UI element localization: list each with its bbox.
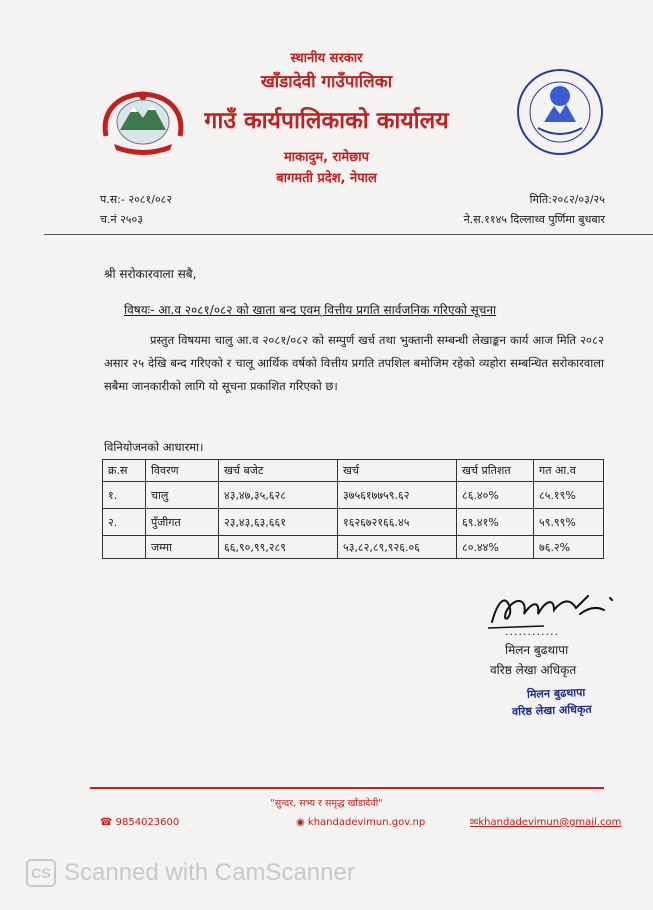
col-header-description: विवरण: [146, 460, 219, 482]
table-row: [103, 482, 604, 509]
footer-divider: [90, 787, 604, 789]
table-cell: ५९.९९%: [534, 509, 604, 536]
table-cell: ७६.२%: [534, 536, 604, 559]
stamp-signer-name: मिलन बुढथापा: [526, 685, 586, 702]
camscanner-logo-icon: CS: [26, 859, 56, 887]
letter-date: मिति:२०८२/०३/२५: [529, 193, 605, 206]
mail-icon: ✉: [470, 817, 479, 828]
table-cell: १६२६७२१६६.४५: [338, 509, 457, 536]
table-cell: ४३,४७,३५,६२८: [219, 482, 338, 509]
table-cell: ६६,९०,९९,२८९: [219, 536, 338, 559]
table-header-row: [103, 460, 604, 482]
reference-number: प.स:- २०८१/०८२: [100, 193, 173, 206]
col-header-expense: खर्च: [338, 460, 457, 482]
globe-icon: ◉: [296, 817, 308, 828]
table-cell: [103, 536, 146, 559]
salutation: श्री सरोकारवाला सबै,: [104, 267, 197, 281]
table-cell: ८६.४०%: [457, 482, 534, 509]
signature-dotted-line: ............: [505, 625, 559, 638]
table-caption: विनियोजनको आधारमा।: [104, 440, 204, 454]
table-cell: ८०.४४%: [457, 536, 534, 559]
footer-motto: "सुन्दर, सभ्य र समृद्ध खाँडादेवी": [270, 798, 383, 809]
header-office-name: गाउँ कार्यपालिकाको कार्यालय: [204, 108, 449, 134]
table-row: [103, 509, 604, 536]
table-cell: २.: [103, 509, 146, 536]
dispatch-number: च.नं २५०३: [100, 213, 143, 226]
header-divider: [44, 234, 653, 235]
table-cell: पुँजीगत: [146, 509, 219, 536]
table-cell: चालु: [146, 482, 219, 509]
stamp-signer-title: वरिष्ठ लेखा अधिकृत: [511, 702, 592, 719]
table-cell: २३,४३,६३,६६१: [219, 509, 338, 536]
col-header-expense-percent: खर्च प्रतिशत: [457, 460, 534, 482]
header-province: बागमती प्रदेश, नेपाल: [276, 171, 377, 186]
col-header-last-year: गत आ.व: [534, 460, 604, 482]
header-municipality-name: खाँडादेवी गाउँपालिका: [260, 72, 393, 92]
email-text: khandadevimun@gmail.com: [478, 817, 622, 828]
signer-title: वरिष्ठ लेखा अधिकृत: [490, 663, 577, 677]
table-cell: ६९.४१%: [457, 509, 534, 536]
signer-name: मिलन बुढथापा: [505, 643, 569, 657]
watermark-text: Scanned with CamScanner: [64, 859, 355, 886]
table-cell: ३७५६१७७५९.६२: [338, 482, 457, 509]
subject-line: विषयः- आ.व २०८१/०८२ को खाता बन्द एवम् वित्तीय प्रगति सार्वजनिक गरिएको सूचना: [124, 303, 497, 317]
table-cell: १.: [103, 482, 146, 509]
table-cell: ५३,८२,८९,९२६.०६: [338, 536, 457, 559]
header-local-government: स्थानीय सरकार: [290, 51, 363, 66]
body-paragraph: [104, 329, 604, 398]
nepal-sambat-date: ने.स.११४५ दिल्लाथ्व पुर्णिमा बुधबार: [463, 213, 605, 226]
camscanner-watermark: [26, 859, 355, 887]
municipal-seal-icon: [514, 66, 606, 158]
table-cell: जम्मा: [146, 536, 219, 559]
website-text: khandadevimun.gov.np: [307, 817, 426, 828]
table-cell: ८५.१९%: [534, 482, 604, 509]
footer-phone: ☎ 9854023600: [100, 817, 180, 828]
financial-progress-table: [102, 459, 604, 559]
body-text: प्रस्तुत विषयमा चालु आ.व २०८१/०८२ को सम्पुर्ण खर्च तथा भुक्तानी सम्बन्धी लेखाङ्कन कार्य आज मिति २०८२ असार २५ देखि बन्द गरिएको र चालू आर्थिक वर्षको वित्तीय प्रगति तपशिल बमोजिम रहेको व्यहोरा सम्बन्धित सरोकारवाला सबैमा जानकारीको लागि यो सूचना प्रकाशित गरिएको छ।: [104, 333, 604, 393]
table-total-row: [103, 536, 604, 559]
footer-email[interactable]: [470, 817, 621, 828]
col-header-serial: क्र.स: [103, 460, 146, 482]
col-header-budget: खर्च बजेट: [219, 460, 338, 482]
header-address: माकादुम, रामेछाप: [284, 150, 369, 165]
footer-website[interactable]: [296, 817, 425, 828]
